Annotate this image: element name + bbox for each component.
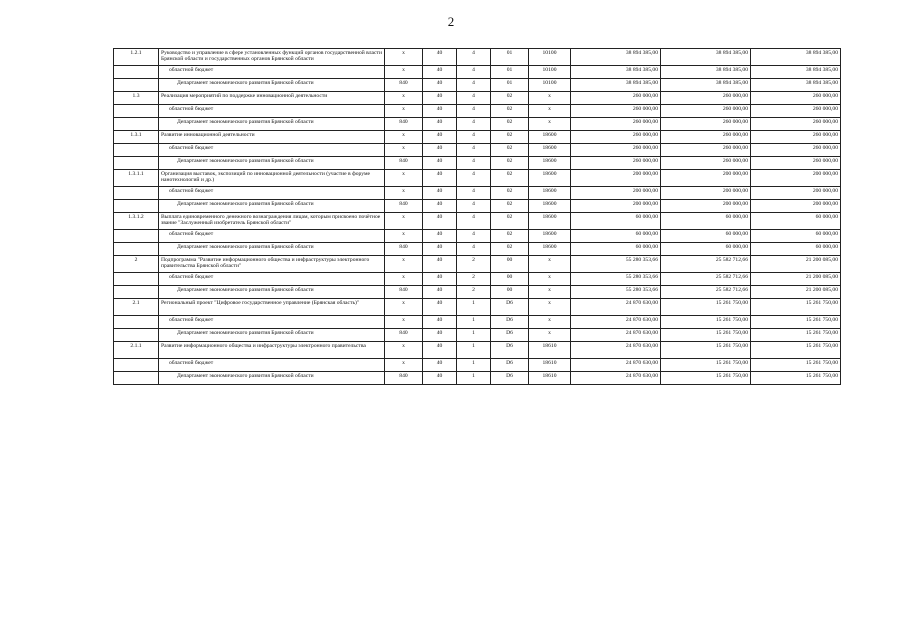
row-amount-year3: 21 200 085,00 [751,273,841,286]
row-grbs: х [385,273,423,286]
row-name: Руководство и управление в сфере установленных функций органов государственной власти Брянской области и государственных органов Брянской области [159,49,385,66]
table-row [114,49,841,66]
row-code [114,243,159,256]
table-row [114,213,841,230]
row-osm: 02 [491,92,529,105]
row-amount-year3: 60 000,00 [751,213,841,230]
row-grbs: х [385,213,423,230]
row-amount-year3: 260 000,00 [751,131,841,144]
row-amount-year3: 60 000,00 [751,230,841,243]
row-osm: 00 [491,286,529,299]
row-code [114,372,159,385]
row-rz: 40 [423,144,457,157]
row-pr: 1 [457,359,491,372]
table-row [114,256,841,273]
row-name: Департамент экономического развития Брянской области [159,200,385,213]
row-code: 2.1.1 [114,342,159,359]
row-code: 1.3.1.1 [114,170,159,187]
row-name: областной бюджет [159,230,385,243]
row-rz: 40 [423,359,457,372]
table-row [114,131,841,144]
row-code [114,359,159,372]
row-cs: 18600 [529,200,571,213]
row-grbs: 840 [385,286,423,299]
row-name: Департамент экономического развития Брянской области [159,286,385,299]
table-row [114,187,841,200]
row-osm: 02 [491,200,529,213]
row-code: 2.1 [114,299,159,316]
row-osm: 01 [491,66,529,79]
row-osm: 00 [491,256,529,273]
row-rz: 40 [423,92,457,105]
row-amount-year2: 15 261 750,00 [661,299,751,316]
row-grbs: х [385,359,423,372]
row-pr: 2 [457,286,491,299]
row-pr: 4 [457,230,491,243]
row-amount-year1: 38 894 385,00 [571,49,661,66]
row-amount-year3: 260 000,00 [751,92,841,105]
row-rz: 40 [423,273,457,286]
row-amount-year2: 15 261 750,00 [661,359,751,372]
row-amount-year1: 24 870 630,00 [571,329,661,342]
row-rz: 40 [423,316,457,329]
row-amount-year1: 24 870 630,00 [571,342,661,359]
row-amount-year2: 25 582 712,66 [661,273,751,286]
row-osm: 02 [491,230,529,243]
row-amount-year1: 38 894 385,00 [571,79,661,92]
row-name: Организация выставок, экспозиций по инновационной деятельности (участие в форуме нанотехнологий и др.) [159,170,385,187]
row-cs: 18610 [529,372,571,385]
row-grbs: 840 [385,372,423,385]
row-osm: 02 [491,243,529,256]
row-amount-year2: 260 000,00 [661,144,751,157]
row-pr: 2 [457,273,491,286]
row-amount-year2: 38 894 385,00 [661,66,751,79]
row-amount-year2: 60 000,00 [661,243,751,256]
row-rz: 40 [423,187,457,200]
row-amount-year3: 21 200 085,00 [751,286,841,299]
row-rz: 40 [423,299,457,316]
row-cs: 18600 [529,187,571,200]
row-amount-year2: 60 000,00 [661,213,751,230]
row-name: Департамент экономического развития Брянской области [159,372,385,385]
row-amount-year1: 260 000,00 [571,131,661,144]
row-amount-year2: 15 261 750,00 [661,316,751,329]
table-row [114,372,841,385]
row-code: 1.3.1.2 [114,213,159,230]
row-amount-year3: 15 261 750,00 [751,316,841,329]
row-code [114,273,159,286]
row-rz: 40 [423,118,457,131]
row-amount-year2: 200 000,00 [661,170,751,187]
row-amount-year1: 24 870 630,00 [571,316,661,329]
row-code: 1.2.1 [114,49,159,66]
row-rz: 40 [423,170,457,187]
row-amount-year1: 24 870 630,00 [571,359,661,372]
row-code: 1.3 [114,92,159,105]
table-row [114,230,841,243]
row-rz: 40 [423,157,457,170]
row-pr: 1 [457,316,491,329]
table-row [114,342,841,359]
row-pr: 4 [457,118,491,131]
row-osm: 02 [491,213,529,230]
row-amount-year1: 200 000,00 [571,187,661,200]
table-row [114,243,841,256]
row-osm: D6 [491,329,529,342]
row-cs: х [529,299,571,316]
row-amount-year1: 260 000,00 [571,92,661,105]
row-amount-year3: 260 000,00 [751,157,841,170]
row-name: Региональный проект "Цифровое государственное управление (Брянская область)" [159,299,385,316]
row-osm: 02 [491,187,529,200]
row-grbs: х [385,170,423,187]
row-name: областной бюджет [159,273,385,286]
row-grbs: х [385,187,423,200]
row-grbs: х [385,256,423,273]
row-code [114,187,159,200]
row-amount-year2: 15 261 750,00 [661,372,751,385]
row-grbs: 840 [385,243,423,256]
row-name: областной бюджет [159,144,385,157]
row-pr: 1 [457,329,491,342]
row-amount-year1: 38 894 385,00 [571,66,661,79]
row-rz: 40 [423,243,457,256]
row-rz: 40 [423,79,457,92]
row-amount-year2: 260 000,00 [661,157,751,170]
row-cs: х [529,286,571,299]
row-osm: D6 [491,372,529,385]
row-cs: х [529,105,571,118]
row-name: Департамент экономического развития Брянской области [159,243,385,256]
row-grbs: х [385,66,423,79]
row-pr: 4 [457,170,491,187]
row-pr: 4 [457,92,491,105]
row-osm: 02 [491,131,529,144]
row-grbs: х [385,92,423,105]
row-code [114,105,159,118]
row-amount-year1: 260 000,00 [571,118,661,131]
row-amount-year1: 24 870 630,00 [571,372,661,385]
row-name: Развитие информационного общества и инфраструктуры электронного правительства [159,342,385,359]
row-name: областной бюджет [159,66,385,79]
table-row [114,299,841,316]
row-pr: 4 [457,105,491,118]
table-row [114,144,841,157]
row-rz: 40 [423,105,457,118]
row-amount-year3: 15 261 750,00 [751,342,841,359]
row-cs: 18600 [529,131,571,144]
row-cs: х [529,273,571,286]
row-grbs: х [385,299,423,316]
budget-table [113,48,841,385]
row-amount-year1: 200 000,00 [571,200,661,213]
row-name: областной бюджет [159,316,385,329]
row-grbs: х [385,105,423,118]
row-amount-year3: 200 000,00 [751,170,841,187]
row-grbs: 840 [385,157,423,170]
row-code [114,66,159,79]
table-row [114,105,841,118]
row-cs: 18610 [529,342,571,359]
row-amount-year2: 38 894 385,00 [661,49,751,66]
row-cs: 18600 [529,170,571,187]
row-amount-year1: 24 870 630,00 [571,299,661,316]
row-amount-year3: 260 000,00 [751,105,841,118]
row-amount-year2: 200 000,00 [661,200,751,213]
table-row [114,359,841,372]
row-osm: D6 [491,359,529,372]
row-amount-year2: 25 582 712,66 [661,256,751,273]
row-pr: 4 [457,49,491,66]
row-osm: 02 [491,118,529,131]
row-amount-year1: 55 280 353,66 [571,286,661,299]
row-name: Выплата единовременного денежного вознаграждения лицам, которым присвоено почётное звание "Заслуженный изобретатель Брянской области" [159,213,385,230]
row-pr: 4 [457,200,491,213]
row-name: Департамент экономического развития Брянской области [159,79,385,92]
row-amount-year2: 260 000,00 [661,131,751,144]
row-rz: 40 [423,372,457,385]
row-amount-year3: 200 000,00 [751,187,841,200]
row-amount-year2: 200 000,00 [661,187,751,200]
row-amount-year3: 60 000,00 [751,243,841,256]
page-number: 2 [447,14,455,29]
row-code [114,230,159,243]
row-amount-year1: 260 000,00 [571,144,661,157]
row-amount-year2: 15 261 750,00 [661,342,751,359]
row-code: 2 [114,256,159,273]
row-pr: 2 [457,256,491,273]
row-grbs: х [385,230,423,243]
row-cs: 10100 [529,49,571,66]
row-osm: 02 [491,105,529,118]
table-row [114,200,841,213]
row-code [114,79,159,92]
row-osm: 02 [491,144,529,157]
budget-table-body [114,49,841,385]
row-code [114,157,159,170]
row-amount-year1: 200 000,00 [571,170,661,187]
row-amount-year3: 15 261 750,00 [751,329,841,342]
table-row [114,316,841,329]
row-amount-year3: 21 200 085,00 [751,256,841,273]
row-amount-year1: 55 280 353,66 [571,256,661,273]
row-amount-year1: 55 280 353,66 [571,273,661,286]
row-amount-year3: 38 894 385,00 [751,79,841,92]
row-cs: 18600 [529,230,571,243]
row-amount-year3: 15 261 750,00 [751,372,841,385]
row-amount-year3: 200 000,00 [751,200,841,213]
row-amount-year2: 260 000,00 [661,92,751,105]
row-pr: 4 [457,131,491,144]
row-grbs: х [385,342,423,359]
row-osm: 02 [491,157,529,170]
row-cs: 10100 [529,79,571,92]
row-amount-year2: 260 000,00 [661,118,751,131]
table-row [114,157,841,170]
row-rz: 40 [423,49,457,66]
row-amount-year3: 260 000,00 [751,118,841,131]
table-row [114,273,841,286]
row-amount-year1: 60 000,00 [571,213,661,230]
row-name: Департамент экономического развития Брянской области [159,329,385,342]
row-cs: х [529,118,571,131]
row-rz: 40 [423,213,457,230]
row-pr: 1 [457,299,491,316]
row-pr: 4 [457,213,491,230]
row-cs: 18610 [529,359,571,372]
row-rz: 40 [423,66,457,79]
row-cs: 18600 [529,144,571,157]
row-grbs: х [385,49,423,66]
row-cs: х [529,256,571,273]
table-row [114,329,841,342]
row-grbs: х [385,316,423,329]
row-rz: 40 [423,200,457,213]
row-amount-year3: 38 894 385,00 [751,66,841,79]
row-osm: 02 [491,170,529,187]
row-pr: 4 [457,187,491,200]
row-cs: х [529,92,571,105]
row-grbs: 840 [385,200,423,213]
row-name: областной бюджет [159,187,385,200]
row-pr: 4 [457,79,491,92]
row-pr: 1 [457,372,491,385]
row-name: Подпрограмма "Развитие информационного общества и инфраструктуры электронного правительства Брянской области" [159,256,385,273]
row-cs: х [529,316,571,329]
row-amount-year1: 260 000,00 [571,157,661,170]
row-rz: 40 [423,286,457,299]
table-row [114,118,841,131]
row-osm: D6 [491,342,529,359]
row-code [114,200,159,213]
row-grbs: 840 [385,79,423,92]
row-rz: 40 [423,256,457,273]
row-grbs: х [385,144,423,157]
row-rz: 40 [423,342,457,359]
row-amount-year2: 260 000,00 [661,105,751,118]
row-amount-year2: 15 261 750,00 [661,329,751,342]
row-name: Развитие инновационной деятельности [159,131,385,144]
row-amount-year3: 15 261 750,00 [751,359,841,372]
table-row [114,79,841,92]
row-pr: 4 [457,66,491,79]
row-cs: 18600 [529,243,571,256]
row-name: Департамент экономического развития Брянской области [159,118,385,131]
row-code [114,329,159,342]
row-amount-year1: 60 000,00 [571,243,661,256]
row-amount-year3: 38 894 385,00 [751,49,841,66]
table-row [114,170,841,187]
row-amount-year3: 260 000,00 [751,144,841,157]
row-pr: 4 [457,243,491,256]
row-rz: 40 [423,329,457,342]
table-row [114,286,841,299]
row-grbs: 840 [385,118,423,131]
row-code [114,286,159,299]
row-amount-year1: 260 000,00 [571,105,661,118]
table-row [114,66,841,79]
row-osm: 01 [491,79,529,92]
row-osm: D6 [491,316,529,329]
row-rz: 40 [423,230,457,243]
row-amount-year2: 38 894 385,00 [661,79,751,92]
row-code [114,316,159,329]
table-row [114,92,841,105]
row-cs: 10100 [529,66,571,79]
row-grbs: х [385,131,423,144]
row-code [114,144,159,157]
row-pr: 4 [457,144,491,157]
row-name: Реализация мероприятий по поддержке инновационной деятельности [159,92,385,105]
row-name: областной бюджет [159,359,385,372]
row-code [114,118,159,131]
row-name: областной бюджет [159,105,385,118]
row-osm: 01 [491,49,529,66]
row-osm: D6 [491,299,529,316]
row-amount-year3: 15 261 750,00 [751,299,841,316]
row-code: 1.3.1 [114,131,159,144]
row-amount-year2: 60 000,00 [661,230,751,243]
row-cs: 18600 [529,157,571,170]
row-amount-year2: 25 582 712,66 [661,286,751,299]
row-pr: 4 [457,157,491,170]
row-pr: 1 [457,342,491,359]
row-amount-year1: 60 000,00 [571,230,661,243]
row-cs: 18600 [529,213,571,230]
row-rz: 40 [423,131,457,144]
row-name: Департамент экономического развития Брянской области [159,157,385,170]
row-cs: х [529,329,571,342]
row-osm: 00 [491,273,529,286]
row-grbs: 840 [385,329,423,342]
